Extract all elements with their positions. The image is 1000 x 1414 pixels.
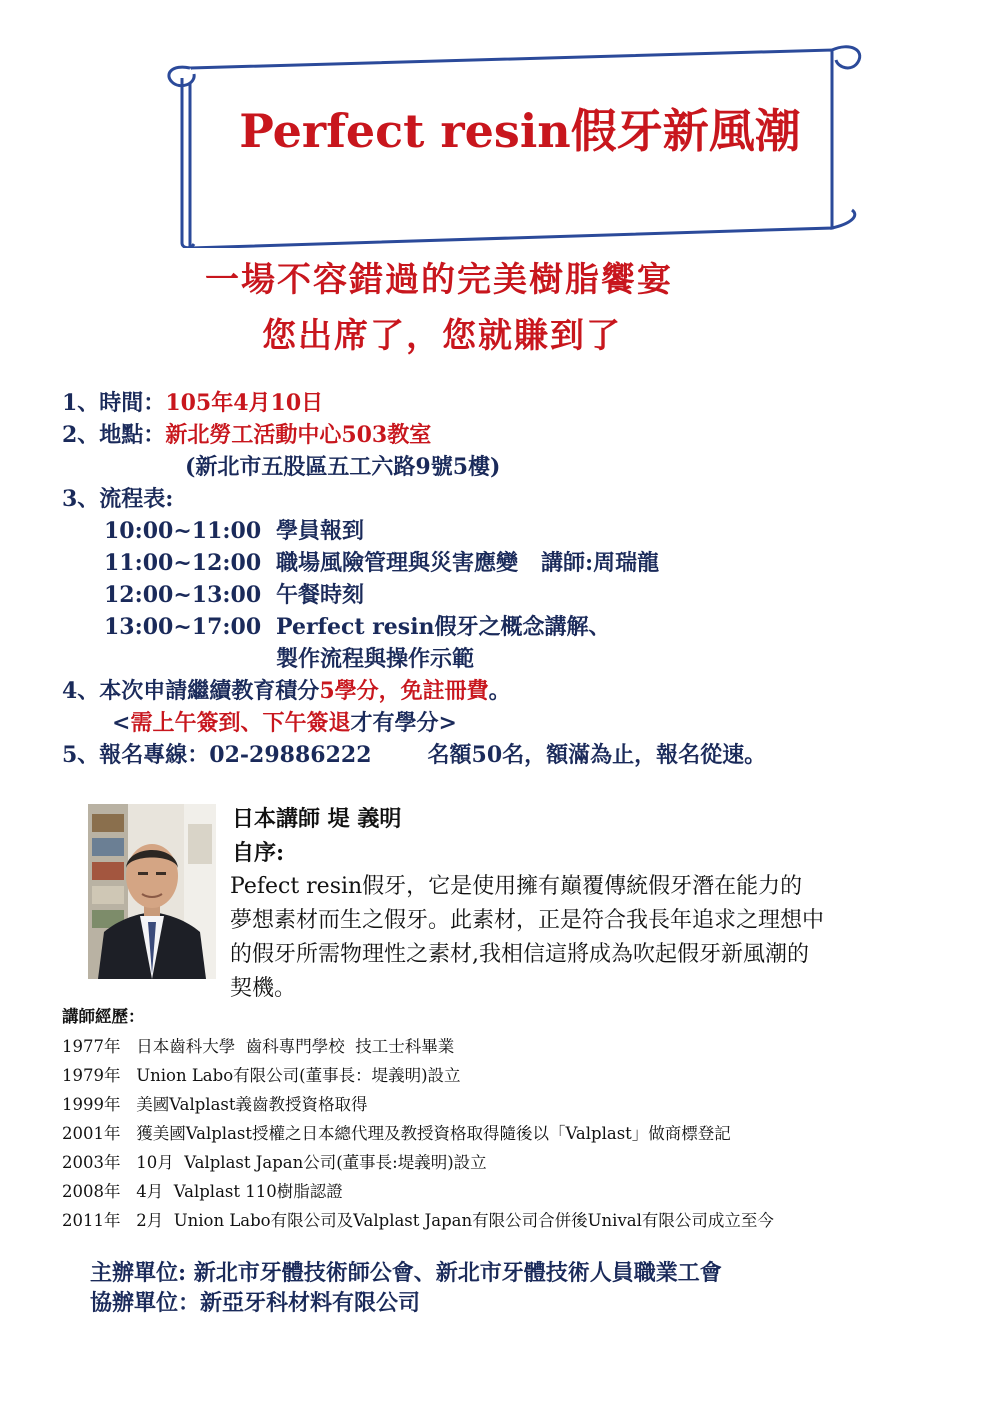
page-title: Perfect resin假牙新風潮 xyxy=(239,104,801,158)
subtitle-line-2: 您出席了，您就賺到了 xyxy=(262,316,622,356)
signin-emphasis: 需上午簽到、下午簽退 xyxy=(130,710,351,736)
register-row xyxy=(62,740,766,770)
preface-line: 契機。 xyxy=(230,976,297,1001)
schedule-item: 學員報到 xyxy=(276,518,365,544)
place-value: 新北勞工活動中心503教室 xyxy=(165,422,432,448)
preface-line: Pefect resin假牙，它是使用擁有巔覆傳統假牙潛在能力的 xyxy=(230,874,803,899)
time-label: 1、時間： xyxy=(62,390,166,416)
time-row xyxy=(62,388,323,418)
history-item: 2008年 4月 Valplast 110樹脂認證 xyxy=(62,1182,343,1201)
credit-value: 5學分，免註冊費 xyxy=(319,678,489,704)
history-item: 2001年 獲美國Valplast授權之日本總代理及教授資格取得隨後以「Valplast」做商標登記 xyxy=(62,1124,731,1143)
place-row xyxy=(62,420,431,450)
schedule-time: 13:00~17:00 xyxy=(104,614,262,640)
time-value: 105年4月10日 xyxy=(165,390,324,416)
history-item: 1977年 日本齒科大學 齒科專門學校 技工士科畢業 xyxy=(62,1037,455,1056)
schedule-row xyxy=(104,548,659,578)
register-label: 5、報名專線：02-29886222 xyxy=(62,742,372,768)
credit-row xyxy=(62,676,511,706)
schedule-item: 午餐時刻 xyxy=(276,582,365,608)
schedule-time: 11:00~12:00 xyxy=(104,550,262,576)
place-address: (新北市五股區五工六路9號5樓) xyxy=(185,454,501,480)
schedule-row xyxy=(104,580,364,610)
history-item: 2003年 10月 Valplast Japan公司(董事長:堤義明)設立 xyxy=(62,1153,487,1172)
history-item: 1999年 美國Valplast義齒教授資格取得 xyxy=(62,1095,368,1114)
schedule-row xyxy=(104,612,611,642)
history-item: 2011年 2月 Union Labo有限公司及Valplast Japan有限公司合併後Unival有限公司成立至今 xyxy=(62,1211,774,1230)
schedule-label: 3、流程表: xyxy=(62,486,174,512)
organizer: 主辦單位: 新北市牙體技術師公會、新北市牙體技術人員職業工會 xyxy=(90,1260,722,1286)
preface-line: 夢想素材而生之假牙。此素材，正是符合我長年追求之理想中 xyxy=(230,908,825,933)
schedule-time: 10:00~11:00 xyxy=(104,518,262,544)
history-label: 講師經歷： xyxy=(62,1007,145,1026)
signin-open: < xyxy=(112,710,131,736)
lecturer-name: 日本講師 堤 義明 xyxy=(232,806,402,832)
history-item: 1979年 Union Labo有限公司(董事長：堤義明)設立 xyxy=(62,1066,461,1085)
place-label: 2、地點： xyxy=(62,422,166,448)
preface-line: 的假牙所需物理性之素材,我相信這將成為吹起假牙新風潮的 xyxy=(230,942,809,967)
signin-close: 才有學分> xyxy=(350,710,457,736)
credit-suffix: 。 xyxy=(488,678,511,704)
credit-prefix: 4、本次申請繼續教育積分 xyxy=(62,678,320,704)
subtitle-line-1: 一場不容錯過的完美樹脂饗宴 xyxy=(205,260,673,300)
signin-note xyxy=(112,708,457,738)
schedule-continuation: 製作流程與操作示範 xyxy=(276,646,475,672)
register-quota: 名額50名，額滿為止，報名從速。 xyxy=(427,742,767,768)
schedule-item: Perfect resin假牙之概念講解、 xyxy=(276,614,611,640)
schedule-item: 職場風險管理與災害應變 講師:周瑞龍 xyxy=(276,550,660,576)
co-organizer: 協辦單位：新亞牙科材料有限公司 xyxy=(90,1290,421,1316)
schedule-time: 12:00~13:00 xyxy=(104,582,262,608)
preface-label: 自序: xyxy=(232,840,285,866)
lecturer-photo xyxy=(88,804,216,979)
schedule-row xyxy=(104,516,364,546)
